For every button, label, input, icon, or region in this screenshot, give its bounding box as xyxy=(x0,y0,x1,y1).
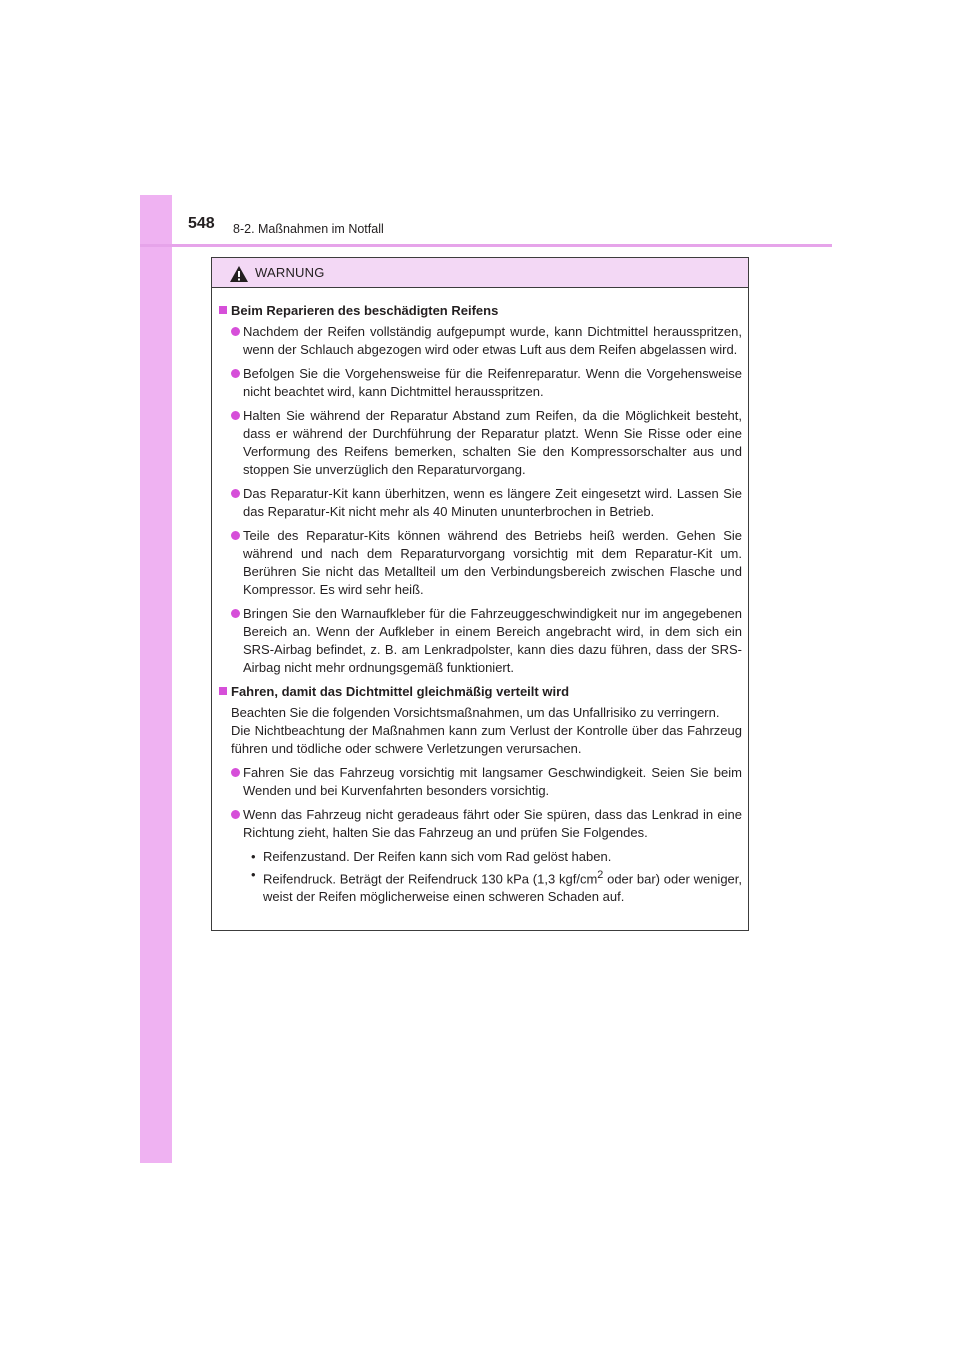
list-item-text: Befolgen Sie die Vorgehensweise für die Reifenreparatur. Wenn die Vorgehensweise nicht beachtet wird, kann Dichtmittel herausspritzen. xyxy=(243,366,742,399)
list-item-text: Bringen Sie den Warnaufkleber für die Fahrzeuggeschwindigkeit nur im angegebenen Bereich an. Wenn der Aufkleber in einem Bereich angebracht wird, in dem sich ein SRS-Airbag befindet, z. B. am Lenkradpolster, kann dies dazu führen, dass der SRS-Airbag nicht mehr ordnungsgemäß funktioniert. xyxy=(243,606,742,675)
superscript: 2 xyxy=(597,869,604,881)
list-item-text: Teile des Reparatur-Kits können während des Betriebs heiß werden. Gehen Sie während und nach dem Reparaturvorgang vorsichtig mit dem Reparatur-Kit um. Berühren Sie nicht das Metallteil um den Verbindungsbereich zwischen Flasche und Kompressor. Es wird sehr heiß. xyxy=(243,528,742,597)
list-item-text: Wenn das Fahrzeug nicht geradeaus fährt oder Sie spüren, dass das Lenkrad in eine Richtung zieht, halten Sie das Fahrzeug an und prüfen Sie Folgendes. xyxy=(243,807,742,840)
sub-list-item xyxy=(219,866,742,906)
list-item xyxy=(219,407,742,479)
square-bullet-icon xyxy=(219,687,227,695)
list-item xyxy=(219,527,742,599)
list-item-text: Das Reparatur-Kit kann überhitzen, wenn es längere Zeit eingesetzt wird. Lassen Sie das Reparatur-Kit nicht mehr als 40 Minuten ununterbrochen in Betrieb. xyxy=(243,486,742,519)
circle-bullet-icon xyxy=(231,327,240,336)
circle-bullet-icon xyxy=(231,768,240,777)
dot-bullet-icon: • xyxy=(251,849,256,864)
sub-list-item-text: Reifendruck. Beträgt der Reifendruck 130 kPa (1,3 kgf/cm xyxy=(263,871,598,887)
page-number: 548 xyxy=(188,215,215,232)
dot-bullet-icon: • xyxy=(251,867,256,882)
square-bullet-icon xyxy=(219,306,227,314)
section-heading xyxy=(219,683,742,701)
list-item-text: Nachdem der Reifen vollständig aufgepumpt wurde, kann Dichtmittel herausspritzen, wenn der Schlauch abgezogen wird oder etwas Luft aus dem Reifen abgelassen wird. xyxy=(243,324,742,357)
side-color-strip xyxy=(140,195,172,1163)
intro-paragraph xyxy=(219,704,742,758)
list-item-text: Halten Sie während der Reparatur Abstand zum Reifen, da die Möglichkeit besteht, dass er während der Durchführung der Reparatur platzt. Wenn Sie Risse oder eine Verformung des Reifens bemerken, schalten Sie den Kompressorschalter aus und stoppen Sie unverzüglich den Reparaturvorgang. xyxy=(243,408,742,477)
list-item xyxy=(219,365,742,401)
list-item xyxy=(219,764,742,800)
circle-bullet-icon xyxy=(231,489,240,498)
section-heading-text: Beim Reparieren des beschädigten Reifens xyxy=(231,303,499,318)
circle-bullet-icon xyxy=(231,609,240,618)
warning-title: WARNUNG xyxy=(255,265,325,280)
list-item-text: Fahren Sie das Fahrzeug vorsichtig mit langsamer Geschwindigkeit. Seien Sie beim Wenden und bei Kurvenfahrten besonders vorsichtig. xyxy=(243,765,742,798)
sub-list-item xyxy=(219,848,742,866)
list-item xyxy=(219,323,742,359)
sub-list-item-text: oder bar) oder weniger, weist der Reifen möglicherweise einen schweren Schaden auf. xyxy=(263,871,743,905)
intro-line: Beachten Sie die folgenden Vorsichtsmaßnahmen, um das Unfallrisiko zu verringern. xyxy=(231,705,720,720)
intro-line: Die Nichtbeachtung der Maßnahmen kann zum Verlust der Kontrolle über das Fahrzeug führen und tödliche oder schwere Verletzungen verursachen. xyxy=(231,723,742,756)
list-item xyxy=(219,806,742,842)
list-item xyxy=(219,605,742,677)
section-title: 8-2. Maßnahmen im Notfall xyxy=(233,222,384,236)
section-heading xyxy=(219,302,742,320)
list-item xyxy=(219,485,742,521)
circle-bullet-icon xyxy=(231,531,240,540)
header-divider xyxy=(140,244,832,247)
sub-list-item-text: Reifenzustand. Der Reifen kann sich vom Rad gelöst haben. xyxy=(263,849,612,864)
warning-box xyxy=(211,257,749,931)
warning-header xyxy=(212,258,748,288)
warning-content xyxy=(212,288,748,906)
section-heading-text: Fahren, damit das Dichtmittel gleichmäßig verteilt wird xyxy=(231,684,570,699)
circle-bullet-icon xyxy=(231,810,240,819)
warning-triangle-icon xyxy=(229,265,249,283)
circle-bullet-icon xyxy=(231,411,240,420)
circle-bullet-icon xyxy=(231,369,240,378)
